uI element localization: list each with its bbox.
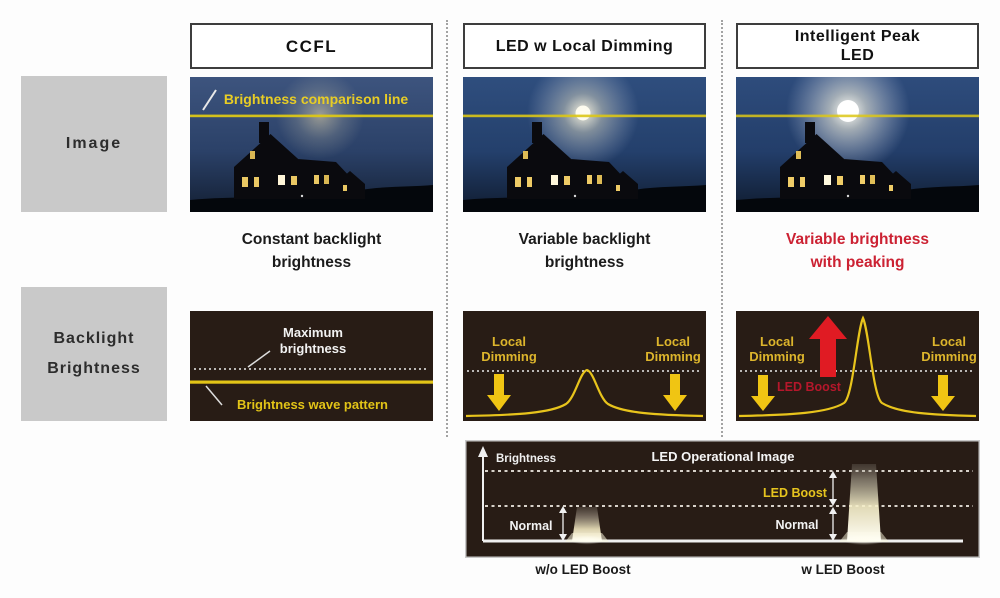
wave-pattern-label: Brightness wave pattern	[237, 397, 388, 412]
column-header-intelligent-peak	[736, 23, 979, 69]
light-beam-with-boost	[847, 464, 881, 541]
night-photo-ccfl	[190, 77, 433, 212]
row-label-backlight	[21, 287, 167, 421]
moon-core	[837, 100, 859, 122]
caption-ccfl-line1: Constant backlight	[241, 231, 382, 248]
local-dimming-left-line1: Local	[760, 334, 794, 349]
night-photo-led-local-dimming	[463, 77, 706, 212]
caption-led-line1: Variable backlight	[518, 231, 651, 248]
row-label-backlight-line1: Backlight	[53, 330, 135, 347]
moon-core	[576, 106, 591, 121]
x-label-without-boost: w/o LED Boost	[535, 562, 631, 577]
caption-intelligent-peak	[736, 228, 979, 274]
caption-led-local-dimming	[463, 228, 706, 274]
beam-right-glow	[842, 535, 886, 545]
backlight-panel-ccfl	[190, 311, 433, 421]
local-dimming-right-line1: Local	[932, 334, 966, 349]
local-dimming-left-line1: Local	[492, 334, 526, 349]
caption-peak-line2: with peaking	[810, 254, 905, 271]
local-dimming-left-line2: Dimming	[749, 349, 805, 364]
max-brightness-line2: brightness	[279, 341, 347, 356]
comparison-line-label: Brightness comparison line	[223, 91, 409, 107]
local-dimming-right-line1: Local	[656, 334, 690, 349]
row-label-image	[21, 76, 167, 212]
comparison-line	[190, 115, 433, 118]
comparison-line	[463, 115, 706, 118]
local-dimming-left-line2: Dimming	[481, 349, 537, 364]
caption-ccfl	[190, 228, 433, 274]
column-header-peak-line1: Intelligent Peak	[794, 28, 921, 45]
column-divider-2	[721, 20, 723, 437]
x-label-with-boost: w LED Boost	[801, 562, 885, 577]
column-header-peak-line2: LED	[840, 47, 875, 64]
normal-label-left: Normal	[509, 519, 553, 533]
chart-title: LED Operational Image	[651, 449, 795, 464]
caption-ccfl-line2: brightness	[271, 254, 352, 271]
backlight-panel-intelligent-peak	[736, 311, 979, 421]
normal-label-right: Normal	[775, 518, 819, 532]
night-photo-intelligent-peak	[736, 77, 979, 212]
backlight-panel-led-local-dimming	[463, 311, 706, 421]
comparison-line	[736, 115, 979, 118]
column-header-led-text: LED w Local Dimming	[495, 37, 674, 55]
column-divider-1	[446, 20, 448, 437]
caption-peak-line1: Variable brightness	[786, 231, 929, 248]
brightness-wave-line	[190, 381, 433, 384]
led-operational-chart	[465, 440, 980, 558]
max-brightness-line1: Maximum	[283, 325, 343, 340]
local-dimming-right-line2: Dimming	[645, 349, 701, 364]
y-axis-label: Brightness	[496, 453, 557, 465]
column-header-led-local-dimming	[463, 23, 706, 69]
row-label-backlight-line2: Brightness	[47, 360, 141, 377]
caption-led-line2: brightness	[544, 254, 625, 271]
beam-left-glow	[569, 536, 605, 545]
local-dimming-right-line2: Dimming	[921, 349, 977, 364]
led-boost-range-label: LED Boost	[763, 486, 827, 500]
column-header-ccfl	[190, 23, 433, 69]
row-label-image-text: Image	[65, 135, 123, 152]
led-boost-label: LED Boost	[777, 380, 841, 394]
column-header-ccfl-text: CCFL	[285, 36, 338, 56]
